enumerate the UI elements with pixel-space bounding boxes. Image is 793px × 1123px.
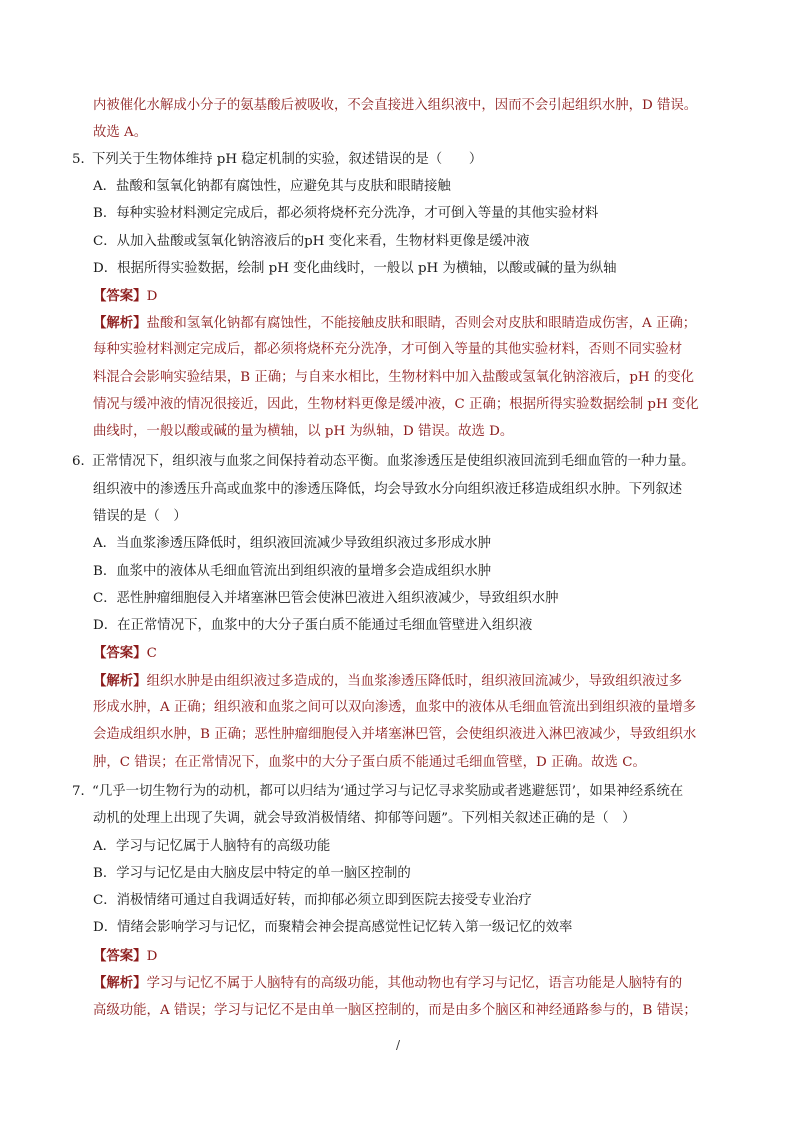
question-5-analysis-line-1 (93, 313, 696, 334)
question-6-analysis-line-4: 肿，C 错误；在正常情况下，血浆中的大分子蛋白质不能通过毛细血管壁，D 正确。故选 C。 (93, 755, 646, 770)
answer-label: 【答案】 (93, 288, 147, 304)
question-6-option-c: C．恶性肿瘤细胞侵入并堵塞淋巴管会使淋巴液进入组织液减少，导致组织水肿 (93, 591, 559, 606)
question-5-option-c: C．从加入盐酸或氢氧化钠溶液后的pH 变化来看，生物材料更像是缓冲液 (93, 234, 530, 249)
analysis-label: 【解析】 (93, 673, 147, 689)
question-7-stem-line-1: “几乎一切生物行为的动机，都可以归结为‘通过学习与记忆寻求奖励或者逃避惩罚’，如果神经系统在 (92, 784, 684, 799)
question-6-option-b: B．血浆中的液体从毛细血管流出到组织液的量增多会造成组织水肿 (93, 564, 492, 579)
question-6-stem (72, 452, 695, 472)
question-7-stem-line-2: 动机的处理上出现了失调，就会导致消极情绪、抑郁等问题”。下列相关叙述正确的是（ ） (93, 811, 636, 826)
question-5-option-b: B．每种实验材料测定完成后，都必须将烧杯充分洗净，才可倒入等量的其他实验材料 (93, 206, 599, 221)
question-7-analysis-line-1 (93, 973, 682, 994)
analysis-text: 学习与记忆不属于人脑特有的高级功能，其他动物也有学习与记忆，语言功能是人脑特有的 (146, 976, 683, 991)
analysis-text: 盐酸和氢氧化钠都有腐蚀性，不能接触皮肤和眼睛，否则会对皮肤和眼睛造成伤害，A 正确； (146, 316, 697, 331)
question-7-number: 7． (72, 784, 94, 799)
question-7-analysis-line-2: 高级功能，A 错误；学习与记忆不是由单一脑区控制的，而是由多个脑区和神经通路参与的，B 错误； (93, 1003, 697, 1018)
question-5-option-a: A．盐酸和氢氧化钠都有腐蚀性，应避免其与皮肤和眼睛接触 (93, 179, 451, 194)
question-5-number: 5． (72, 152, 94, 167)
question-5-option-d: D．根据所得实验数据，绘制 pH 变化曲线时，一般以 pH 为横轴，以酸或碱的量为纵轴 (93, 261, 617, 276)
question-5-stem-line-1: 下列关于生物体维持 pH 稳定机制的实验，叙述错误的是（ ） (92, 152, 483, 167)
analysis-label: 【解析】 (93, 315, 147, 331)
question-6-stem-line-1: 正常情况下，组织液与血浆之间保持着动态平衡。血浆渗透压是使组织液回流到毛细血管的一种力量。 (92, 454, 695, 469)
intro-line-1: 内被催化水解成小分子的氨基酸后被吸收，不会直接进入组织液中，因而不会引起组织水肿，D 错误。 (93, 98, 698, 113)
question-5-analysis-line-5: 曲线时，一般以酸或碱的量为横轴，以 pH 为纵轴，D 错误。故选 D。 (93, 424, 514, 439)
question-6-analysis-line-3: 会造成组织水肿，B 正确；恶性肿瘤细胞侵入并堵塞淋巴管，会使组织液进入淋巴液减少，导致组织水 (93, 727, 697, 742)
page-number: / (396, 1038, 401, 1052)
question-5-analysis-line-2: 每种实验材料测定完成后，都必须将烧杯充分洗净，才可倒入等量的其他实验材料，否则不同实验材 (93, 342, 683, 357)
analysis-text: 组织水肿是由组织液过多造成的，当血浆渗透压降低时，组织液回流减少，导致组织液过多 (146, 674, 683, 689)
answer-value: D (146, 949, 158, 964)
question-7-stem (72, 782, 683, 802)
question-6-stem-line-3: 错误的是（ ） (93, 509, 187, 524)
question-6-answer (93, 643, 157, 664)
answer-value: D (146, 289, 158, 304)
question-7-option-b: B．学习与记忆是由大脑皮层中特定的单一脑区控制的 (93, 866, 411, 881)
question-6-stem-line-2: 组织液中的渗透压升高或血浆中的渗透压降低，均会导致水分向组织液迁移造成组织水肿。下列叙述 (93, 482, 683, 497)
question-5-analysis-line-4: 情况与缓冲液的情况很接近，因此，生物材料更像是缓冲液，C 正确；根据所得实验数据绘制 pH 变化 (93, 397, 699, 412)
intro-line-2: 故选 A。 (93, 125, 148, 140)
question-6-number: 6． (72, 454, 94, 469)
question-6-analysis-line-1 (93, 671, 682, 692)
question-6-analysis-line-2: 形成水肿，A 正确；组织液和血浆之间可以双向渗透，血浆中的液体从毛细血管流出到组织液的量增多 (93, 700, 697, 715)
answer-label: 【答案】 (93, 645, 147, 661)
question-7-option-d: D．情绪会影响学习与记忆，而聚精会神会提高感觉性记忆转入第一级记忆的效率 (93, 920, 573, 935)
question-7-option-a: A．学习与记忆属于人脑特有的高级功能 (93, 839, 331, 854)
answer-value: C (146, 646, 157, 661)
question-5-answer (93, 286, 157, 307)
question-6-option-a: A．当血浆渗透压降低时，组织液回流减少导致组织液过多形成水肿 (93, 536, 491, 551)
question-7-option-c: C．消极情绪可通过自我调适好转，而抑郁必须立即到医院去接受专业治疗 (93, 893, 532, 908)
analysis-label: 【解析】 (93, 975, 147, 991)
answer-label: 【答案】 (93, 948, 147, 964)
question-5-stem (72, 150, 482, 170)
question-5-analysis-line-3: 料混合会影响实验结果，B 正确；与自来水相比，生物材料中加入盐酸或氢氧化钠溶液后，pH 的变化 (93, 370, 695, 385)
question-7-answer (93, 946, 157, 967)
question-6-option-d: D．在正常情况下，血浆中的大分子蛋白质不能通过毛细血管壁进入组织液 (93, 618, 533, 633)
